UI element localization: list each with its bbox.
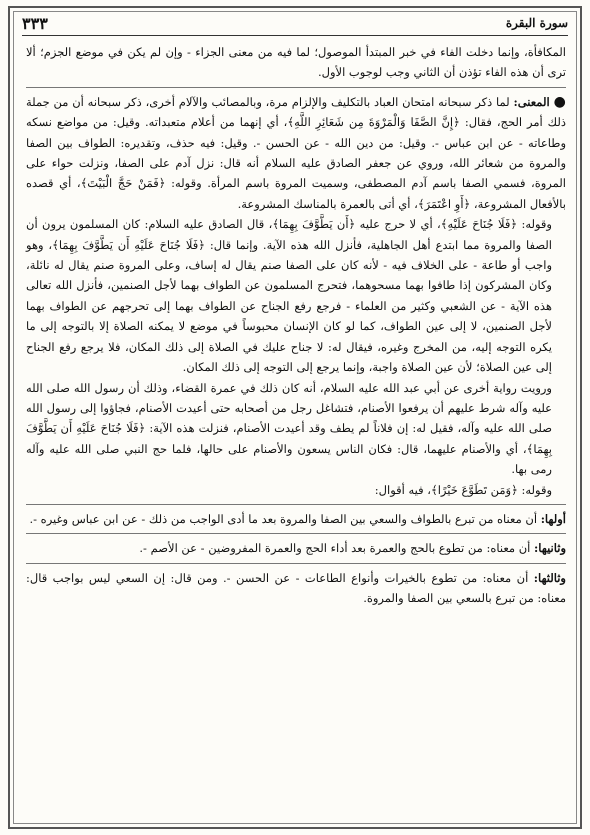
paragraph-4: ورويت رواية أخرى عن أبي عبد الله عليه السلام، أنه كان ذلك في عمرة القضاء، وذلك أن رسول الله صلى الله عليه وآله شرط عليهم أن يرفعوا الأصنام، فتشاغل رجل من أصحابه حتى أعيدت الأصنام، فجاؤوا إلى رسول الله صلى الله عليه وآله، فقيل له: إن فلاناً لم يطف وقد أعيدت الأصنام، فنزلت هذه الآية: ﴿فَلَا جُنَاحَ عَلَيْهِ أَن يَطَّوَّفَ بِهِمَا﴾، أي والأصنام عليهما، قال: فكان الناس يسعون والأصنام على حالها، فلما حج النبي صلى الله عليه وآله رمى بها. (26, 380, 552, 477)
second-opinion-label: وثانيها: (534, 541, 566, 556)
page-header (22, 12, 568, 34)
main-text (26, 42, 566, 819)
third-opinion-label: وثالثها: (533, 570, 566, 585)
paragraph-second-opinion (26, 538, 566, 558)
surah-name: سورة البقرة (505, 16, 568, 30)
paragraph-third-opinion (26, 568, 566, 609)
paragraph-1: المكافأة، وإنما دخلت الفاء في خبر المبتدأ الموصول؛ لما فيه من معنى الجزاء - وإن لم يكن في موضع الجزم؛ ألا ترى أن هذه الفاء تؤذن أن الثاني وجب لوجوب الأول. (26, 45, 566, 80)
paragraph-5: وقوله: ﴿وَمَن تَطَوَّعَ خَيْرًا﴾، فيه أقوال: (374, 482, 552, 497)
section-divider (26, 87, 566, 88)
first-opinion-label: أولها: (540, 511, 566, 526)
meaning-text: لما ذكر سبحانه امتحان العباد بالتكليف والإلزام مرة، وبالمصائب والآلام أخرى، ذكر سبحانه أن من جملة ذلك أمر الحج، فقال: ﴿إِنَّ الصَّفَا وَالْمَرْوَةَ مِن شَعَائِرِ اللَّهِ﴾، أي إنهما من أعلام متعبداته. وقيل: من مواضع نسكه وطاعاته - عن ابن عباس -. وقيل: من دين الله - عن الحسن -. وقيل: فيه حذف، وتقديره: الطواف بين الصفا والمروة من شعائر الله، وروي عن جعفر الصادق عليه السلام أنه قال: نزل آدم على الصفا، ونزلت حواء على المروة، فسمي الصفا باسم آدم المصطفى، وسميت المروة باسم المرأة. وقوله: ﴿فَمَنْ حَجَّ الْبَيْتَ﴾، أي قصده بالأفعال المشروعة، ﴿أَوِ اعْتَمَرَ﴾، أي أتى بالعمرة بالمناسك المشروعة. (26, 94, 566, 211)
paragraph-3: وقوله: ﴿فَلَا جُنَاحَ عَلَيْهِ﴾، أي لا حرج عليه ﴿أَن يَطَّوَّفَ بِهِمَا﴾، قال الصادق عليه السلام: كان المسلمون يرون أن الصفا والمروة مما ابتدع أهل الجاهلية، فأنزل الله هذه الآية. وإنما قال: ﴿فَلَا جُنَاحَ عَلَيْهِ أَن يَطَّوَّفَ بِهِمَا﴾، وهو واجب أو طاعة - على الخلاف فيه - لأنه كان على الصفا صنم يقال له إساف، وعلى المروة صنم يقال له نائلة، وكان المشركون إذا طافوا بهما مسحوهما، فتحرج المسلمون عن الطواف بهما لأجل الصنمين، فأنزل الله تعالى هذه الآية - عن الشعبي وكثير من العلماء - فرجع رفع الجناح عن الطواف بهما إلى تحرجهم عن الطواف بهما لأجل الصنمين، لا إلى عين الطواف، كما لو كان الإنسان محبوساً في موضع لا يمكنه الصلاة إلا بالتوجه إلى ما يكره التوجه إليه، من المخرج وغيره، فيقال له: لا جناح عليك في الصلاة إلى ذلك المكان، فلا يرجع رفع الجناح إلى عين الصلاة؛ لأن عين الصلاة واجبة، وإنما يرجع إلى التوجه إلى ذلك المكان. (26, 217, 552, 375)
header-divider (22, 35, 568, 36)
bullet-icon: ● (553, 93, 567, 110)
section-divider (26, 563, 566, 564)
page-number: ٣٣٣ (22, 13, 48, 33)
third-opinion-text: أن معناه: من تطوع بالخيرات وأنواع الطاعات - عن الحسن -. ومن قال: إن السعي ليس بواجب قال: معناه: من تبرع بالسعي بين الصفا والمروة. (26, 570, 566, 606)
meaning-label: المعنى: (513, 94, 550, 109)
first-opinion-text: أن معناه من تبرع بالطواف والسعي بين الصفا والمروة بعد ما أدى الواجب من ذلك - عن ابن عباس وغيره -. (29, 511, 538, 526)
paragraph-first-opinion (26, 509, 566, 529)
second-opinion-text: أن معناه: من تطوع بالحج والعمرة بعد أداء الحج والعمرة المفروضين - عن الأصم -. (139, 541, 531, 556)
section-divider (26, 504, 566, 505)
paragraph-meaning (26, 92, 566, 214)
section-divider (26, 533, 566, 534)
